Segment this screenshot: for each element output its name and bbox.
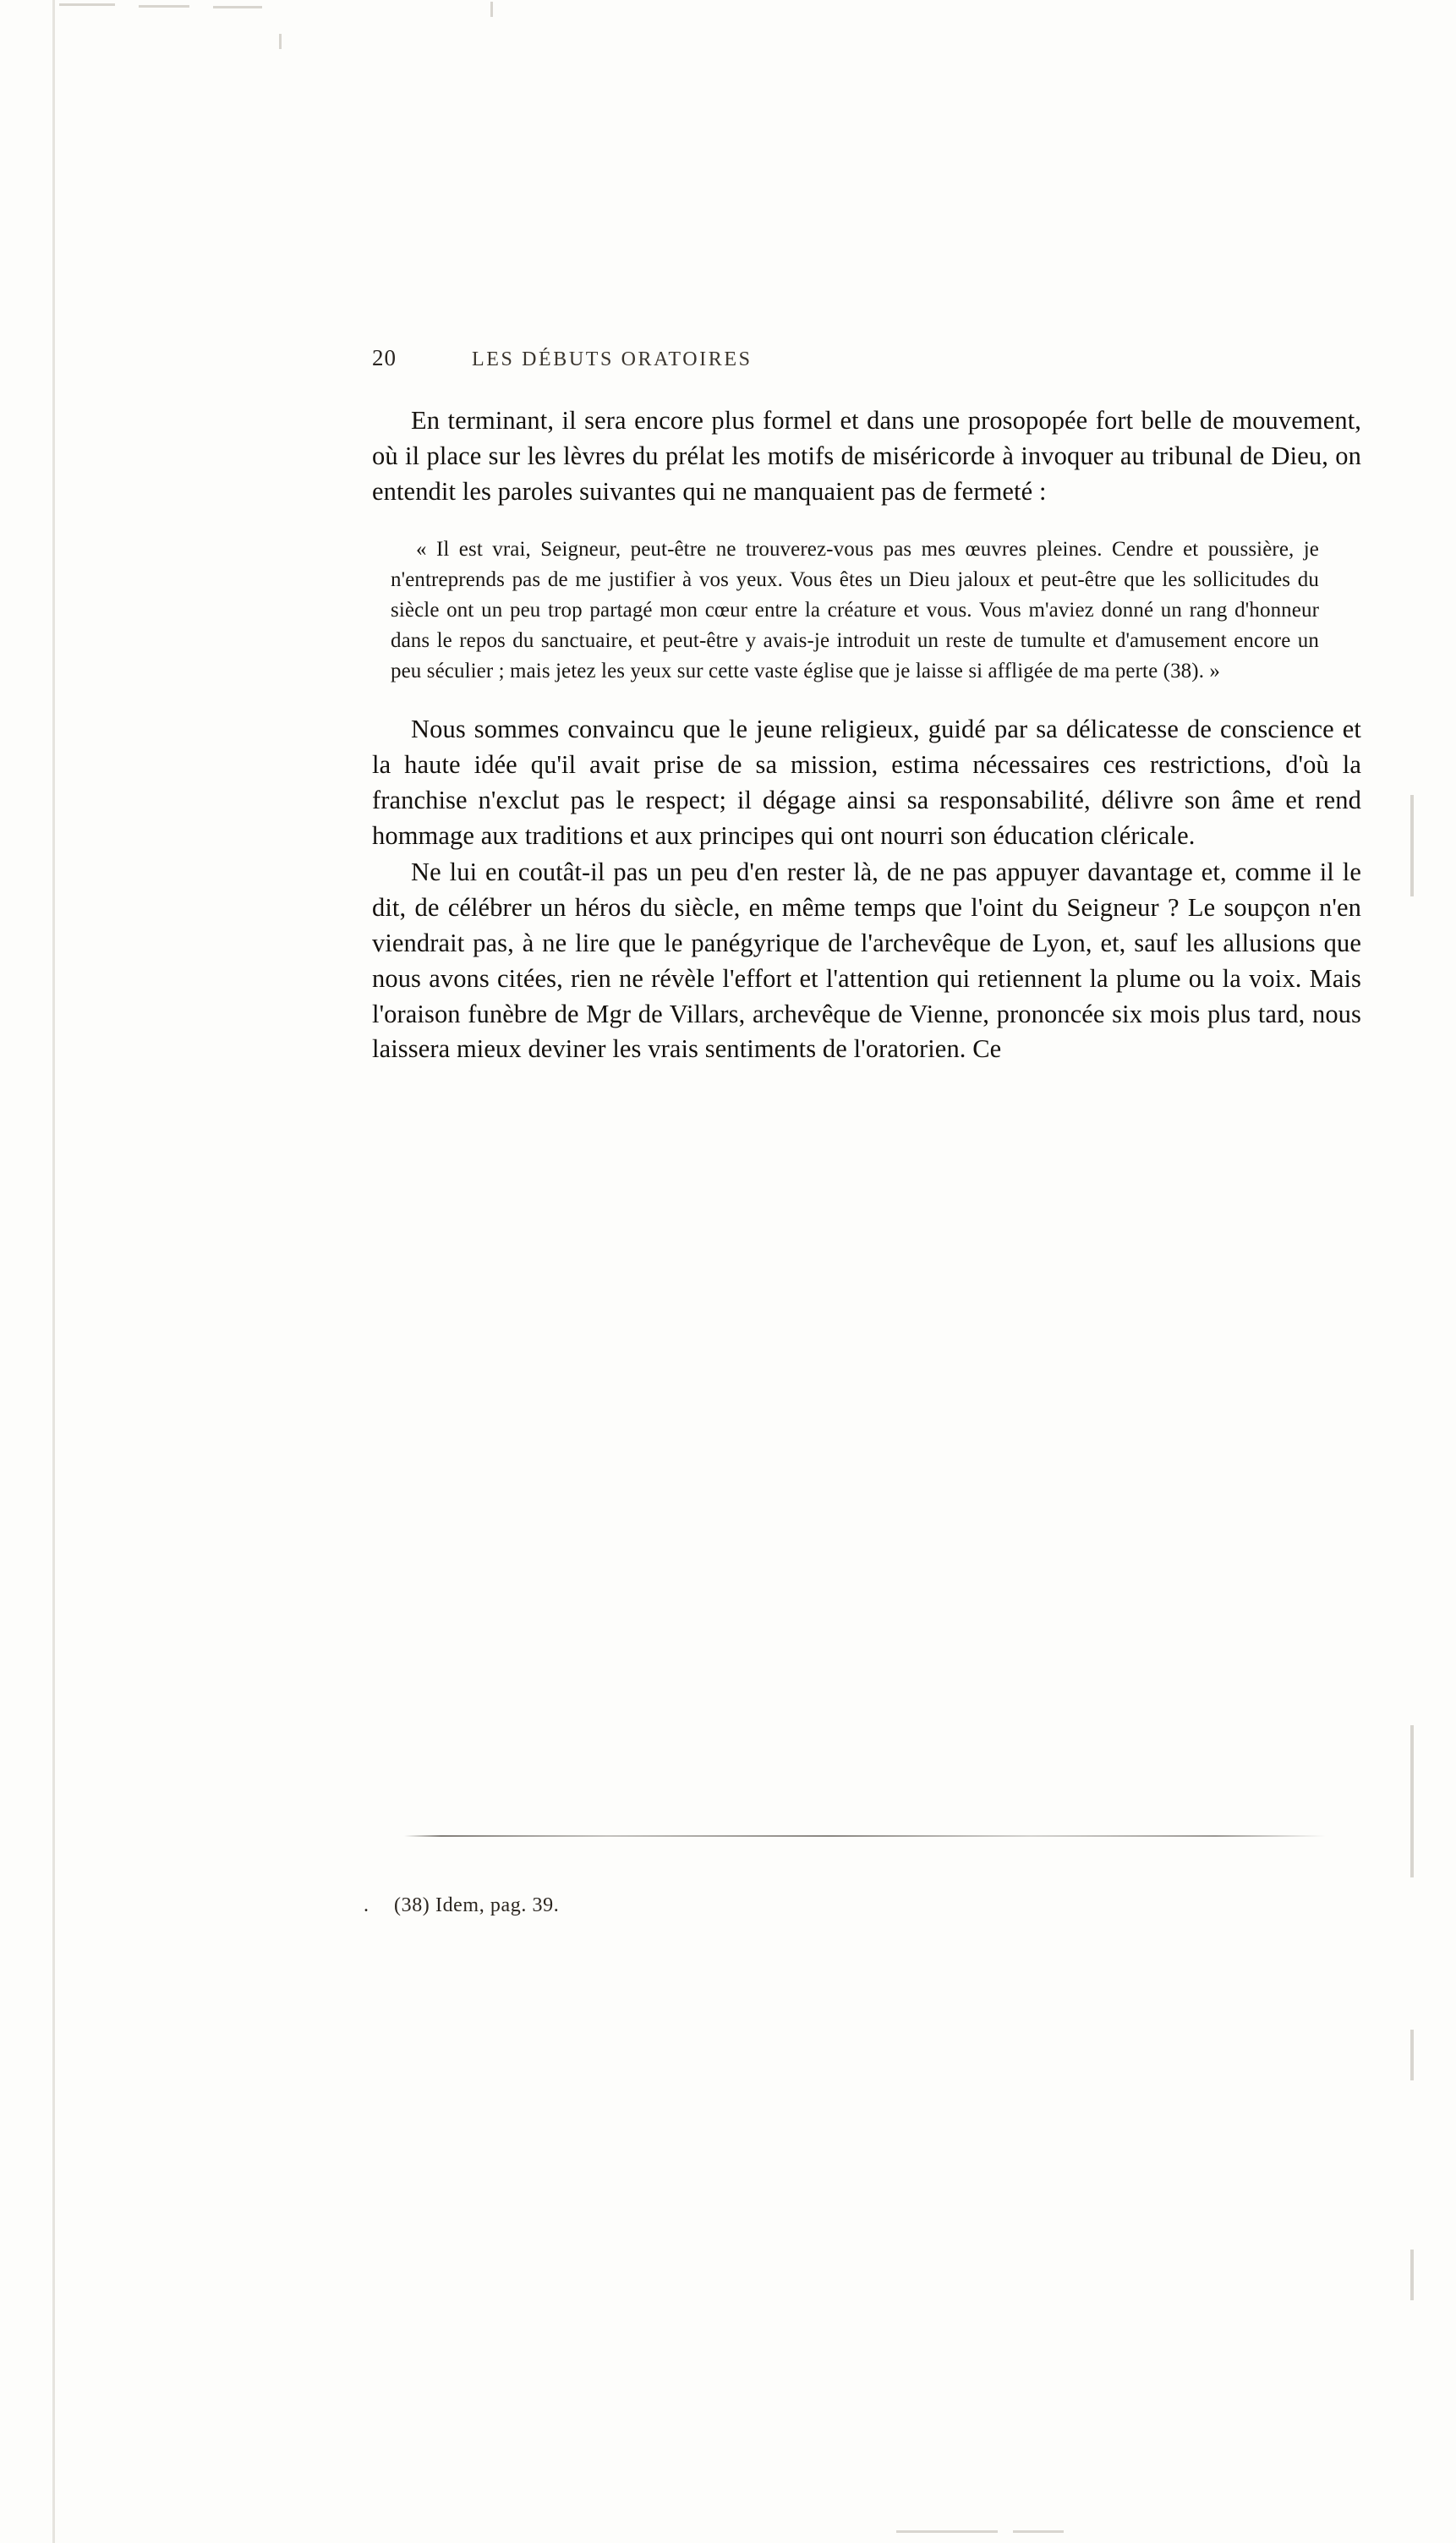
scan-artifact-left-edge (52, 0, 55, 2543)
block-quotation (391, 534, 1319, 687)
scan-artifact-top-mid (139, 5, 189, 8)
scan-artifact-top-mid2 (213, 6, 262, 8)
page-body (372, 345, 1361, 1067)
footnote-separator-rule (404, 1835, 1326, 1837)
running-head-title: LES DÉBUTS ORATOIRES (472, 348, 753, 370)
scan-artifact-right-bar-3 (1410, 2030, 1414, 2080)
scan-artifact-right-bar-1 (1410, 795, 1414, 896)
quotation-text: « Il est vrai, Seigneur, peut-être ne trouverez-vous pas mes œuvres pleines. Cendre et poussière, je n'entreprends pas de me justifier à vos yeux. Vous êtes un Dieu jaloux et peut-être que les sollicitudes du siècle ont un peu trop partagé mon cœur entre la créature et vous. Vous m'aviez donné un rang d'honneur dans le repos du sanctuaire, et peut-être y avais-je introduit un reste de tumulte et d'amusement encore un peu séculier ; mais jetez les yeux sur cette vaste église que je laisse si affligée de ma perte (38). » (391, 538, 1319, 683)
scan-artifact-right-bar-2 (1410, 1725, 1414, 1877)
scan-artifact-top-right (490, 2, 493, 17)
scan-artifact-bottom (896, 2530, 998, 2533)
scan-artifact-bottom-2 (1013, 2530, 1064, 2533)
paragraph-1: En terminant, il sera encore plus formel et dans une prosopopée fort belle de mouvement, où il place sur les lèvres du prélat les motifs de miséricorde à invoquer au tribunal de Dieu, on entendit les paroles suivantes qui ne manquaient pas de fermeté : (372, 406, 1361, 506)
scan-artifact-right-bar-4 (1410, 2250, 1414, 2300)
paragraph-3: Ne lui en coutât-il pas un peu d'en rester là, de ne pas appuyer davantage et, comme il le dit, de célébrer un héros du siècle, en même temps que l'oint du Seigneur ? Le soupçon n'en viendrait pas, à ne lire que le panégyrique de l'archevêque de Lyon, et, sauf les allusions que nous avons citées, rien ne révèle l'effort et l'attention qui retiennent la plume ou la voix. Mais l'oraison funèbre de Mgr de Villars, archevêque de Vienne, prononcée six mois plus tard, nous laissera mieux deviner les vrais sentiments de l'oratorien. Ce (372, 858, 1361, 1064)
footnote (364, 1894, 1327, 1917)
scan-artifact-top-left (59, 3, 115, 6)
paragraph-2: Nous sommes convaincu que le jeune religieux, guidé par sa délicatesse de conscience et la haute idée qu'il avait prise de sa mission, estima nécessaires ces restrictions, d'où la franchise n'exclut pas le respect; il dégage ainsi sa responsabilité, délivre son âme et rend hommage aux traditions et aux principes qui ont nourri son éducation cléricale. (372, 715, 1361, 850)
scan-artifact-top-tick (279, 34, 282, 49)
page-number: 20 (372, 345, 397, 370)
footnote-leading-mark: . (364, 1894, 369, 1916)
footnote-text: (38) Idem, pag. 39. (394, 1894, 560, 1916)
running-head (372, 345, 1361, 371)
